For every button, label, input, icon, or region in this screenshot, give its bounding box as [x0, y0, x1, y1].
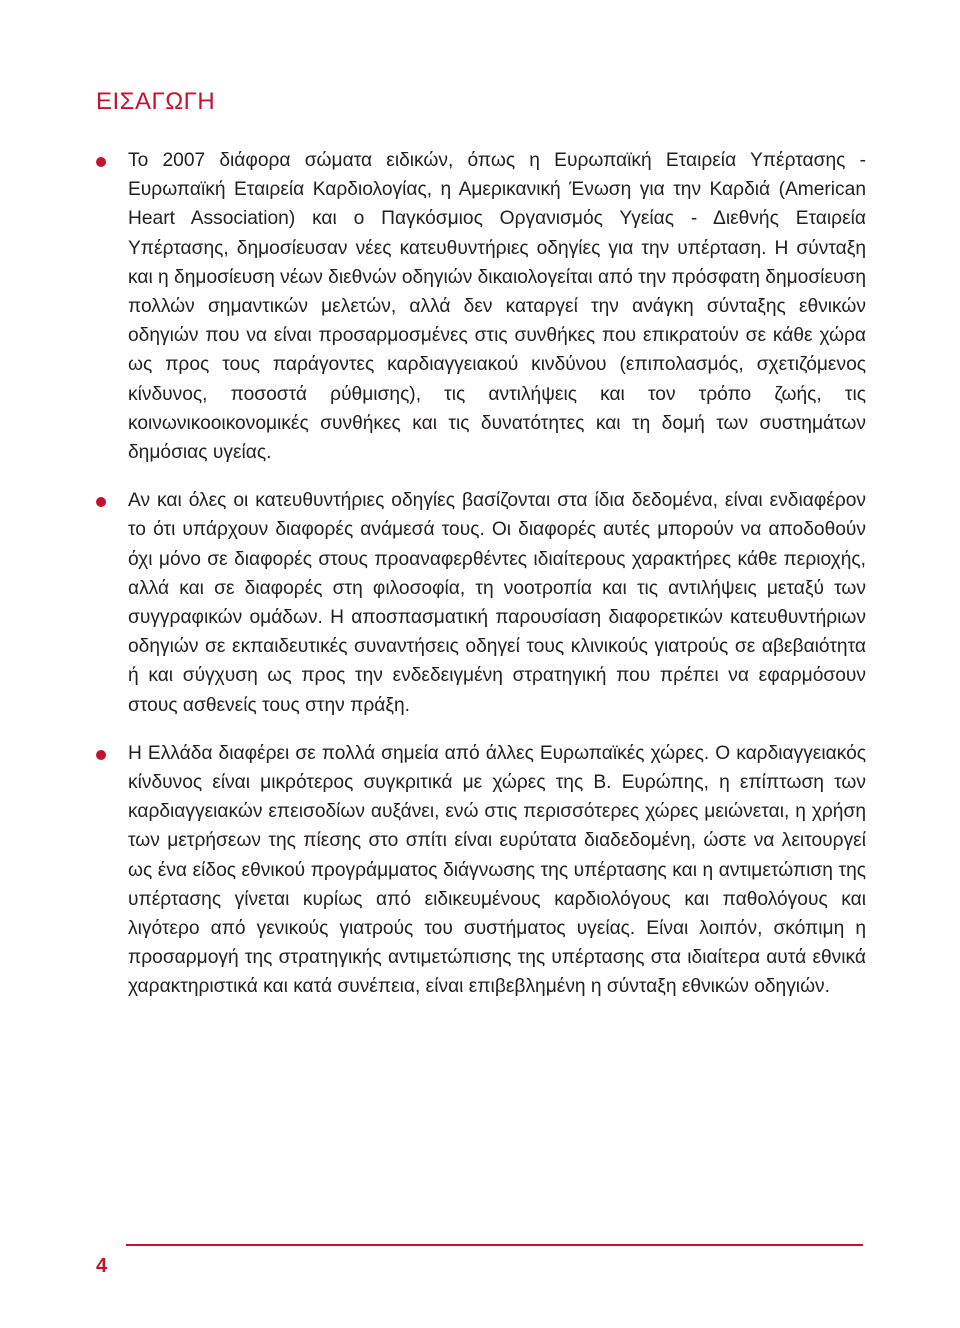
- footer-divider: [126, 1244, 863, 1246]
- bullet-dot-icon: [96, 157, 106, 167]
- bullet-item: [96, 486, 866, 720]
- bullet-list: [96, 146, 866, 1021]
- paragraph-text: Το 2007 διάφορα σώματα ειδικών, όπως η Ευρωπαϊκή Εταιρεία Υπέρτασης - Ευρωπαϊκή Εταιρεία Καρδιολογίας, η Αμερικανική Ένωση για την Καρδιά (American Heart Association) και ο Παγκόσμιος Οργανισμός Υγείας - Διεθνής Εταιρεία Υπέρτασης, δημοσίευσαν νέες κατευθυντήριες οδηγίες για την υπέρταση. Η σύνταξη και η δημοσίευση νέων διεθνών οδηγιών δικαιολογείται από την πρόσφατη δημοσίευση πολλών σημαντικών μελετών, αλλά δεν καταργεί την ανάγκη σύνταξης εθνικών οδηγιών που να είναι προσαρμοσμένες στις συνθήκες που επικρατούν σε κάθε χώρα ως προς τους παράγοντες καρδιαγγειακού κινδύνου (επιπολασμός, σχετιζόμενος κίνδυνος, ποσοστά ρύθμισης), τις αντιλήψεις και τον τρόπο ζωής, τις κοινωνικοοικονομικές συνθήκες και τις δυνατότητες και τη δομή των συστημάτων δημόσιας υγείας.: [128, 150, 867, 464]
- paragraph-text: Η Ελλάδα διαφέρει σε πολλά σημεία από άλλες Ευρωπαϊκές χώρες. Ο καρδιαγγειακός κίνδυνος είναι μικρότερος συγκριτικά με χώρες της Β. Ευρώπης, η επίπτωση των καρδιαγγειακών επεισοδίων αυξάνει, ενώ στις περισσότερες χώρες μειώνεται, η χρήση των μετρήσεων της πίεσης στο σπίτι είναι ευρύτατα διαδεδομένη, ώστε να λειτουργεί ως ένα είδος εθνικού προγράμματος διάγνωσης της υπέρτασης και η αντιμετώπιση της υπέρτασης γίνεται κυρίως από ειδικευμένους καρδιολόγους και παθολόγους και λιγότερο από γενικούς γιατρούς του συστήματος υγείας. Είναι λοιπόν, σκόπιμη η προσαρμογή της στρατηγικής αντιμετώπισης της υπέρτασης στα ιδιαίτερα αυτά εθνικά χαρακτηριστικά και κατά συνέπεια, είναι επιβεβλημένη η σύνταξη εθνικών οδηγιών.: [128, 742, 866, 998]
- bullet-item: [96, 146, 866, 467]
- section-heading: ΕΙΣΑΓΩΓΗ: [96, 88, 216, 115]
- page-number: 4: [96, 1255, 108, 1277]
- bullet-dot-icon: [96, 497, 106, 507]
- paragraph-text: Αν και όλες οι κατευθυντήριες οδηγίες βασίζονται στα ίδια δεδομένα, είναι ενδιαφέρον το ότι υπάρχουν διαφορές ανάμεσά τους. Οι διαφορές αυτές μπορούν να αποδοθούν όχι μόνο σε διαφορές στους προαναφερθέντες ιδιαίτερους χαρακτήρες κάθε περιοχής, αλλά και σε διαφορές στη φιλοσοφία, τη νοοτροπία και τις αντιλήψεις μεταξύ των συγγραφικών ομάδων. Η αποσπασματική παρουσίαση διαφορετικών κατευθυντήριων οδηγιών σε εκπαιδευτικές συναντήσεις οδηγεί τους κλινικούς γιατρούς σε αβεβαιότητα ή και σύγχυση ως προς την ενδεδειγμένη στρατηγική που πρέπει να εφαρμόσουν στους ασθενείς τους στην πράξη.: [128, 490, 866, 716]
- bullet-item: [96, 739, 866, 1002]
- bullet-dot-icon: [96, 750, 106, 760]
